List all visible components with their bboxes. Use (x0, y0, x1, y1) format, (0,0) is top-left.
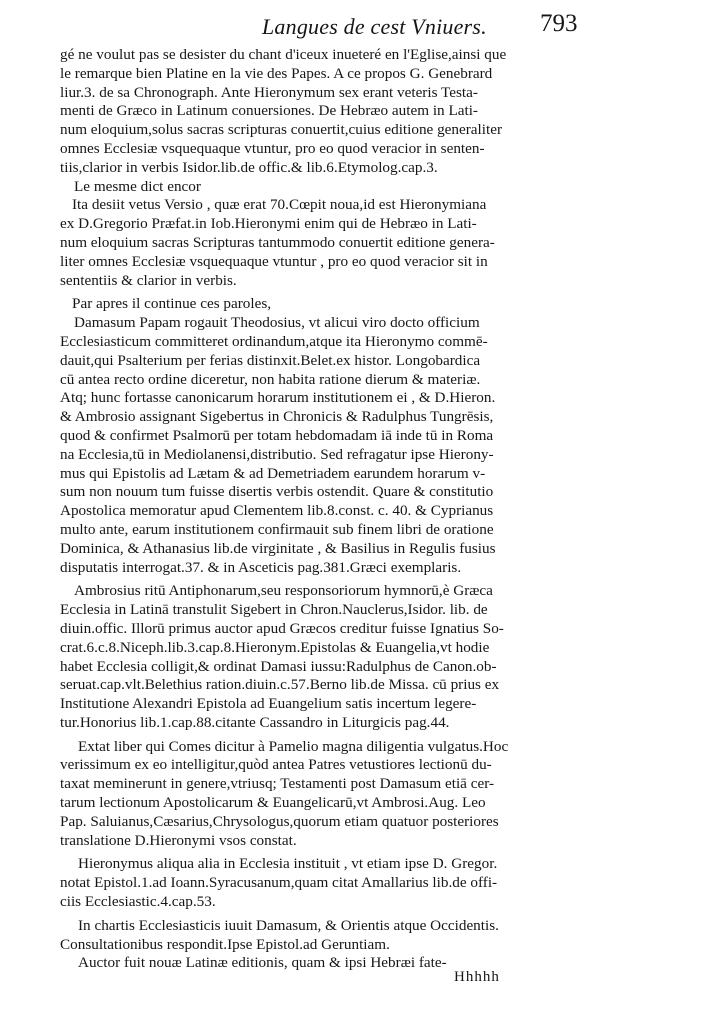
text-line: liur.3. de sa Chronograph. Ante Hieronymum sex erant veteris Testa- (60, 83, 478, 101)
text-line: ciis Ecclesiastic.4.cap.53. (60, 893, 216, 911)
text-line: diuin.offic. Illorū primus auctor apud Græcos creditur fuisse Ignatius So- (60, 619, 504, 637)
text-line: Institutione Alexandri Epistola ad Euangelium satis incertum legere- (60, 695, 477, 713)
running-title: Langues de cest Vniuers. (262, 14, 487, 39)
text-line: verissimum ex eo intelligitur,quòd antea Patres vetustiores lectionū du- (60, 756, 492, 774)
text-line: & Ambrosio assignant Sigebertus in Chronicis & Radulphus Tungrēsis, (60, 408, 494, 426)
text-line: Ecclesiasticum committeret ordinandum,atque ita Hieronymo commē- (60, 332, 488, 350)
text-line: Hieronymus aliqua alia in Ecclesia instituit , vt etiam ipse D. Gregor. (78, 855, 498, 873)
text-line: multo ante, earum institutionem confirmauit sub finem libri de oratione (60, 520, 494, 538)
text-line: disputatis interrogat.37. & in Asceticis pag.381.Græci exemplaris. (60, 558, 462, 576)
text-line: menti de Græco in Latinum conuersiones. De Hebræo autem in Lati- (60, 102, 478, 120)
text-line: dauit,qui Psalterium per ferias distinxit.Belet.ex histor. Longobardica (60, 351, 481, 369)
text-line: Damasum Papam rogauit Theodosius, vt alicui viro docto officium (74, 314, 480, 332)
text-line: translatione D.Hieronymi vsos constat. (60, 831, 297, 849)
text-line: tur.Honorius lib.1.cap.88.citante Cassandro in Liturgicis pag.44. (60, 713, 450, 731)
body-text (60, 46, 580, 973)
text-line: tiis,clarior in verbis Isidor.lib.de offic.& lib.6.Etymolog.cap.3. (60, 158, 438, 176)
text-line: omnes Ecclesiæ vsquequaque vtuntur, pro eo quod veracior in senten- (60, 139, 485, 157)
text-line: liter omnes Ecclesiæ vsquequaque vtuntur , pro eo quod veracior sit in (60, 252, 488, 270)
text-line: notat Epistol.1.ad Ioann.Syracusanum,quam citat Amallarius lib.de offi- (60, 874, 498, 892)
text-line: sententiis & clarior in verbis. (60, 271, 237, 289)
text-line: Apostolica memoratur apud Clementem lib.8.const. c. 40. & Cyprianus (60, 502, 494, 520)
text-line: Ecclesia in Latinā transtulit Sigebert in Chron.Nauclerus,Isidor. lib. de (60, 601, 488, 619)
text-line: Auctor fuit nouæ Latinæ editionis, quam & ipsi Hebræi fate- (78, 954, 447, 972)
page-header (0, 6, 728, 46)
text-line: Extat liber qui Comes dicitur à Pamelio magna diligentia vulgatus.Hoc (78, 737, 509, 755)
text-line: Ita desiit vetus Versio , quæ erat 70.Cœpit noua,id est Hieronymiana (72, 196, 487, 214)
text-line: gé ne voulut pas se desister du chant d'iceux inueteré en l'Eglise,ainsi que (60, 46, 507, 63)
text-line: num eloquium,solus sacras scripturas conuertit,cuius editione generaliter (60, 121, 503, 139)
text-line: num eloquium sacras Scripturas tantummodo conuertit editione genera- (60, 233, 495, 251)
text-line: taxat meminerunt in genere,vtriusq; Testamenti post Damasum etiā cer- (60, 775, 495, 793)
text-line: sum non nouum tum fuisse disertis verbis ostendit. Quare & constitutio (60, 483, 494, 501)
text-line: tarum lectionum Apostolicarum & Euangelicarū,vt Ambrosi.Aug. Leo (60, 794, 486, 812)
text-line: Par apres il continue ces paroles, (72, 295, 272, 313)
text-line: seruat.cap.vlt.Belethius ration.diuin.c.57.Berno lib.de Missa. cū prius ex (60, 676, 500, 694)
text-line: Dominica, & Athanasius lib.de virginitate , & Basilius in Regulis fusius (60, 539, 496, 557)
text-line: In chartis Ecclesiasticis iuuit Damasum, & Orientis atque Occidentis. (78, 916, 499, 934)
catchword: Hhhhh (454, 969, 500, 985)
text-line: le remarque bien Platine en la vie des Papes. A ce propos G. Genebrard (60, 64, 493, 82)
text-line: Ambrosius ritū Antiphonarum,seu responsoriorum hymnorū,è Græca (74, 582, 493, 600)
text-line: crat.6.c.8.Niceph.lib.3.cap.8.Hieronym.Epistolas & Euangelia,vt hodie (60, 638, 490, 656)
text-line: Atq; hunc fortasse canonicarum horarum institutionem ei , & D.Hieron. (60, 389, 496, 407)
page-number: 793 (540, 10, 578, 37)
text-line: Le mesme dict encor (74, 177, 201, 195)
text-line: Consultationibus respondit.Ipse Epistol.ad Geruntiam. (60, 935, 390, 953)
text-line: mus qui Epistolis ad Lætam & ad Demetriadem earundem horarum v- (60, 464, 486, 482)
text-line: quod & confirmet Psalmorū per totam hebdomadam iā inde tū in Roma (60, 426, 494, 444)
text-line: cū antea recto ordine diceretur, non habita ratione dierum & materiæ. (60, 370, 481, 388)
text-line: habet Ecclesia colligit,& ordinat Damasi iussu:Radulphus de Canon.ob- (60, 657, 497, 675)
text-line: ex D.Gregorio Præfat.in Iob.Hieronymi enim qui de Hebræo in Lati- (60, 215, 477, 233)
text-line: Pap. Saluianus,Cæsarius,Chrysologus,quorum etiam quatuor posteriores (60, 812, 499, 830)
text-line: na Ecclesia,tū in Mediolanensi,distributio. Sed refragatur ipse Hierony- (60, 445, 494, 463)
